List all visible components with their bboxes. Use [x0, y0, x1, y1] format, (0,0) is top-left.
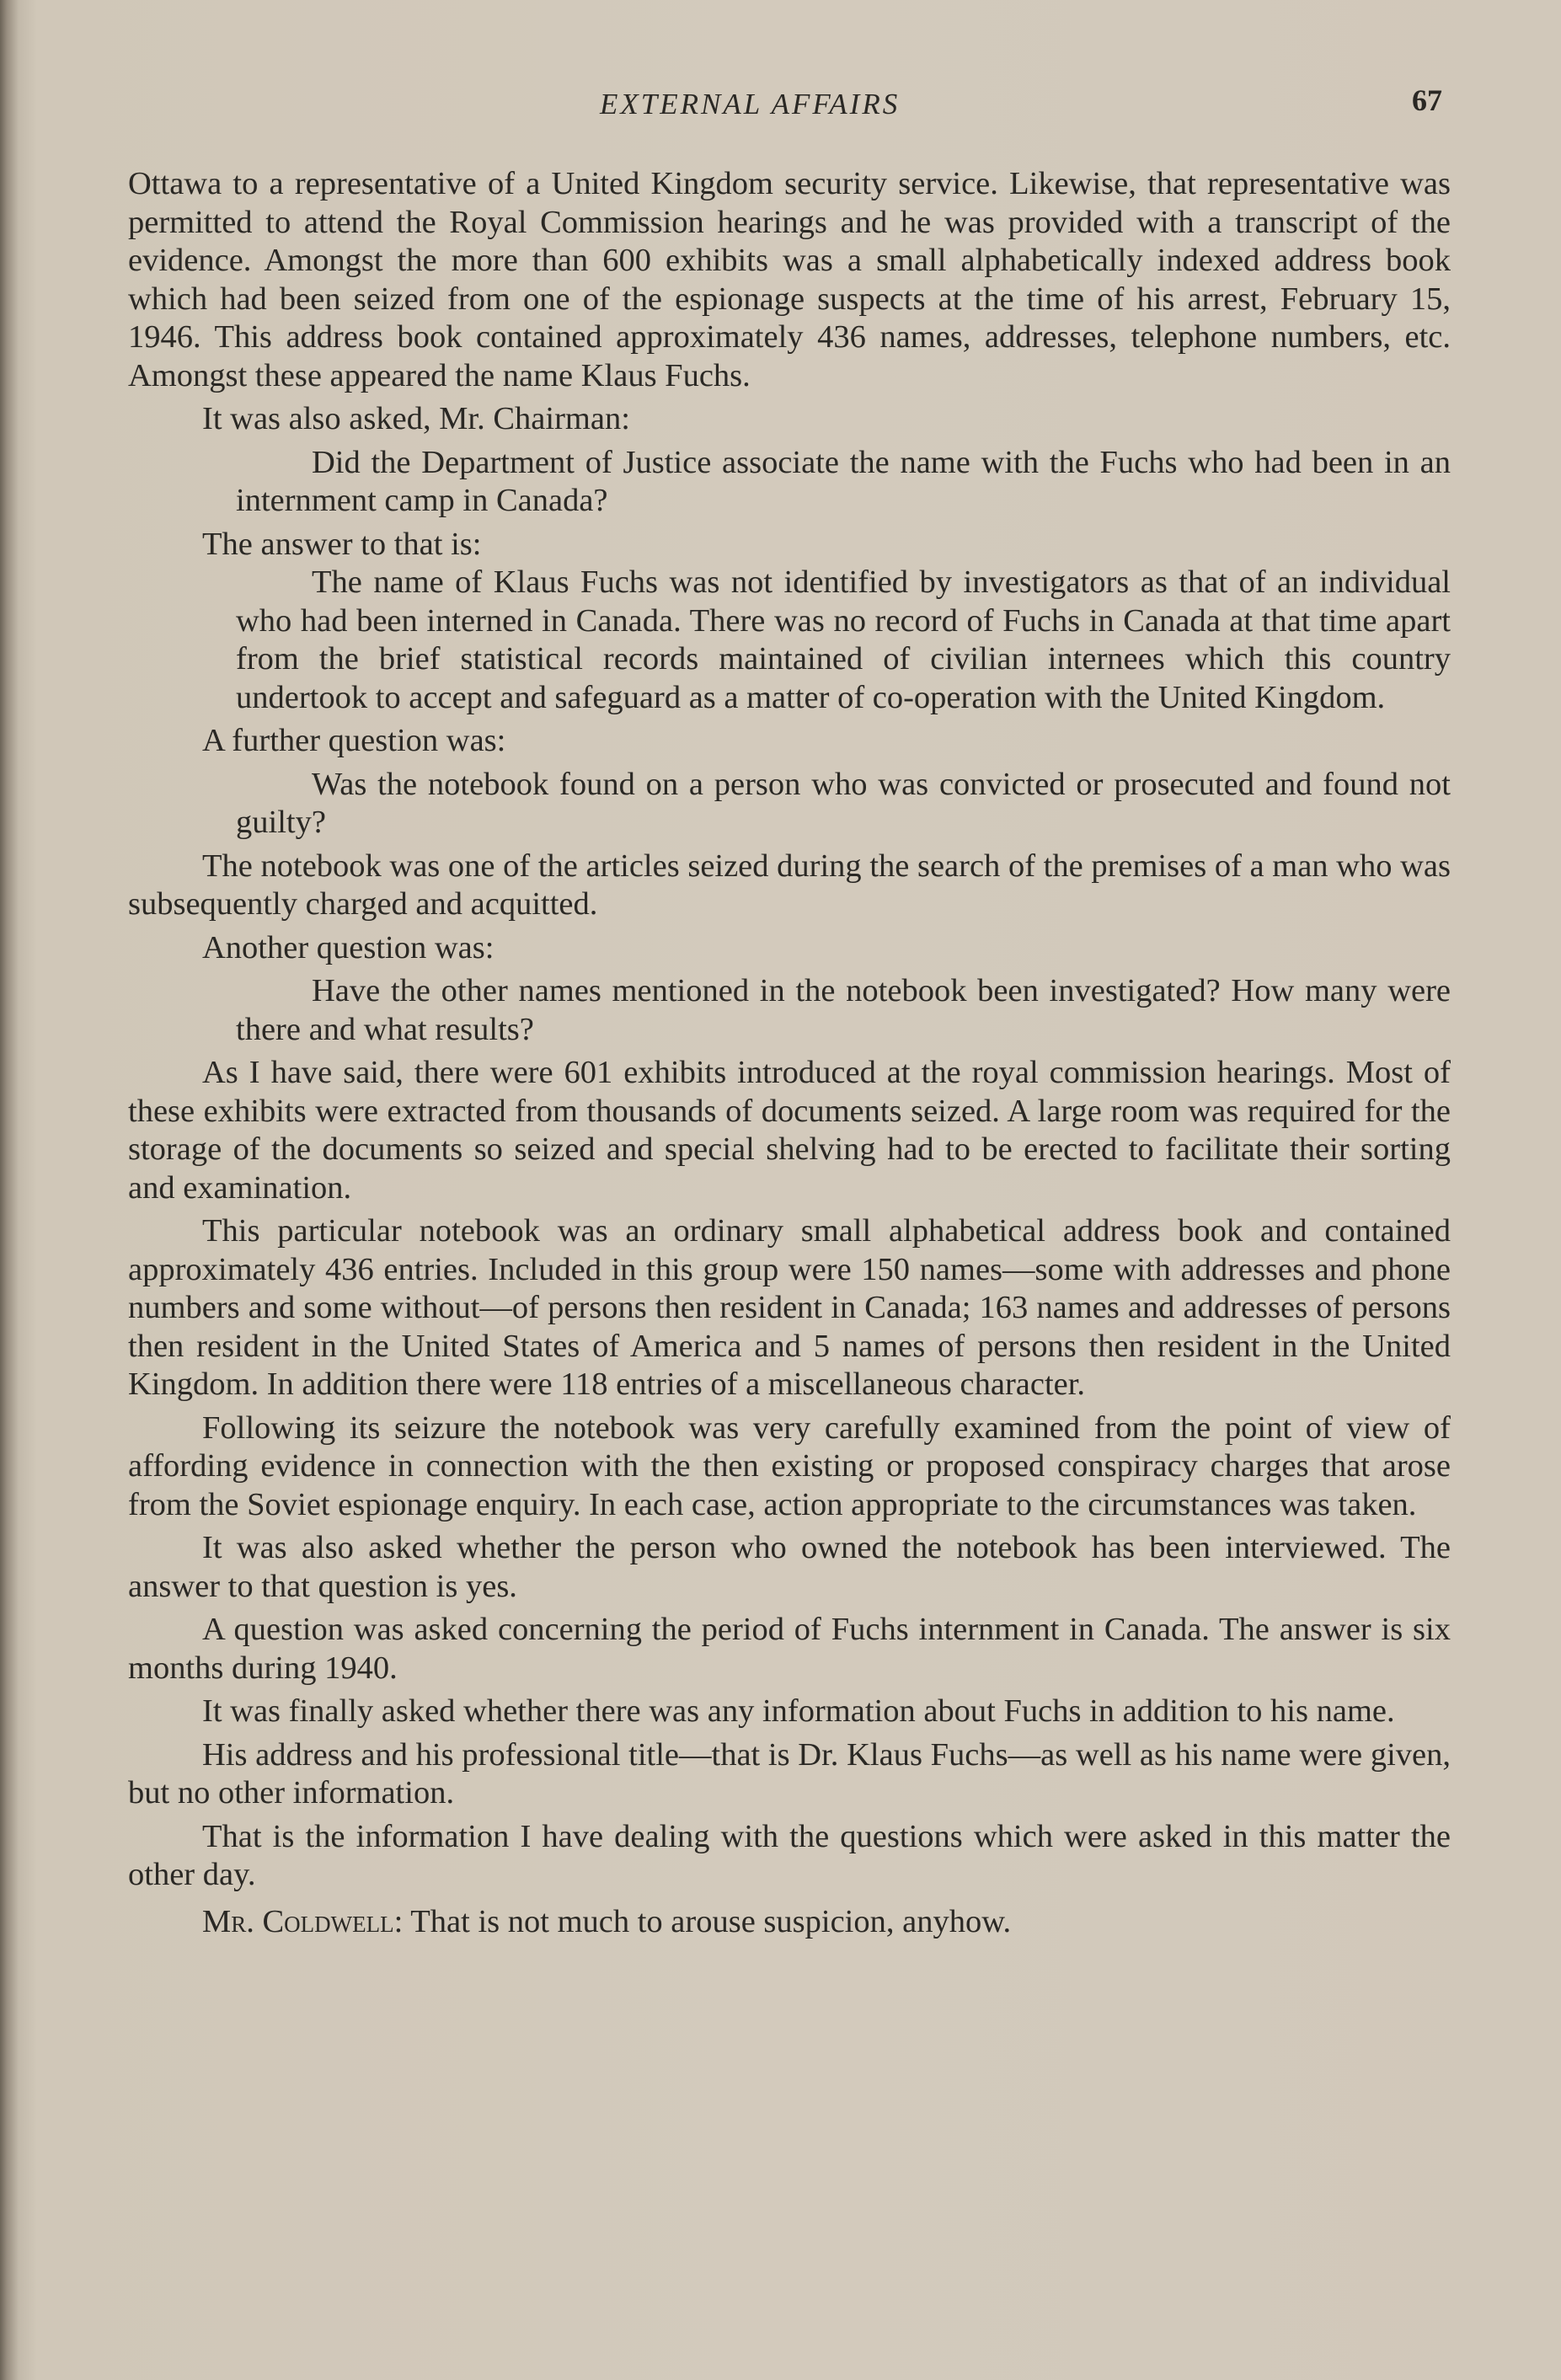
speaker-text: That is not much to arouse suspicion, anyhow. — [410, 1903, 1012, 1939]
quoted-question: Did the Department of Justice associate the name with the Fuchs who had been in an internment camp in Canada? — [236, 444, 1451, 518]
quoted-question: Was the notebook found on a person who was convicted or prosecuted and found not guilty? — [236, 766, 1451, 840]
paragraph: A question was asked concerning the period of Fuchs internment in Canada. The answer is six months during 1940. — [128, 1612, 1451, 1686]
paragraph: The answer to that is: — [202, 526, 482, 562]
speaker-name: Mr. Coldwell: — [202, 1903, 404, 1939]
paragraph: It was finally asked whether there was any information about Fuchs in addition to his name. — [202, 1693, 1395, 1729]
paragraph: It was also asked whether the person who owned the notebook has been interviewed. The answer to that question is yes. — [128, 1530, 1451, 1604]
paragraph: It was also asked, Mr. Chairman: — [202, 401, 630, 436]
quoted-answer: The name of Klaus Fuchs was not identified by investigators as that of an individual who had been interned in Canada. There was no record of Fuchs in Canada at that time apart from the brief statistical records maintained of civilian internees which this country undertook to accept and safeguard as a matter of co-operation with the United Kingdom. — [236, 564, 1451, 715]
page-number: 67 — [1412, 83, 1442, 117]
paragraph: That is the information I have dealing with the questions which were asked in this matter the other day. — [128, 1818, 1451, 1892]
paragraph: The notebook was one of the articles seized during the search of the premises of a man who was subsequently charged and acquitted. — [128, 848, 1451, 922]
paragraph: This particular notebook was an ordinary small alphabetical address book and contained approximately 436 entries. Included in this group were 150 names—some with addresses and phone numbers and some without—of persons then resident in Canada; 163 names and addresses of persons then resident in the United States of America and 5 names of persons then resident in the United Kingdom. In addition there were 118 entries of a miscellaneous character. — [128, 1213, 1451, 1402]
paragraph: Another question was: — [202, 929, 494, 965]
paragraph: A further question was: — [202, 723, 506, 758]
paragraph: As I have said, there were 601 exhibits introduced at the royal commission hearings. Most of these exhibits were extracted from thousands of documents seized. A large room was required for the storage of the documents so seized and special shelving had to be erected to facilitate their sorting and examination. — [128, 1055, 1451, 1206]
page-header — [128, 83, 1442, 130]
paragraph: Following its seizure the notebook was very carefully examined from the point of view of affording evidence in connection with the then existing or proposed conspiracy charges that arose from the Soviet espionage enquiry. In each case, action appropriate to the circumstances was taken. — [128, 1409, 1451, 1522]
quoted-question: Have the other names mentioned in the notebook been investigated? How many were there and what results? — [236, 973, 1451, 1047]
body-text — [128, 165, 1451, 1941]
running-head: EXTERNAL AFFAIRS — [600, 88, 901, 120]
paragraph: His address and his professional title—that is Dr. Klaus Fuchs—as well as his name were given, but no other information. — [128, 1736, 1451, 1810]
speaker-paragraph — [128, 1903, 1451, 1942]
paragraph: Ottawa to a representative of a United Kingdom security service. Likewise, that representative was permitted to attend the Royal Commission hearings and he was provided with a transcript of the evidence. Amongst the more than 600 exhibits was a small alphabetically indexed address book which had been seized from one of the espionage suspects at the time of his arrest, February 15, 1946. This address book contained approximately 436 names, addresses, telephone numbers, etc. Amongst these appeared the name Klaus Fuchs. — [128, 166, 1451, 393]
